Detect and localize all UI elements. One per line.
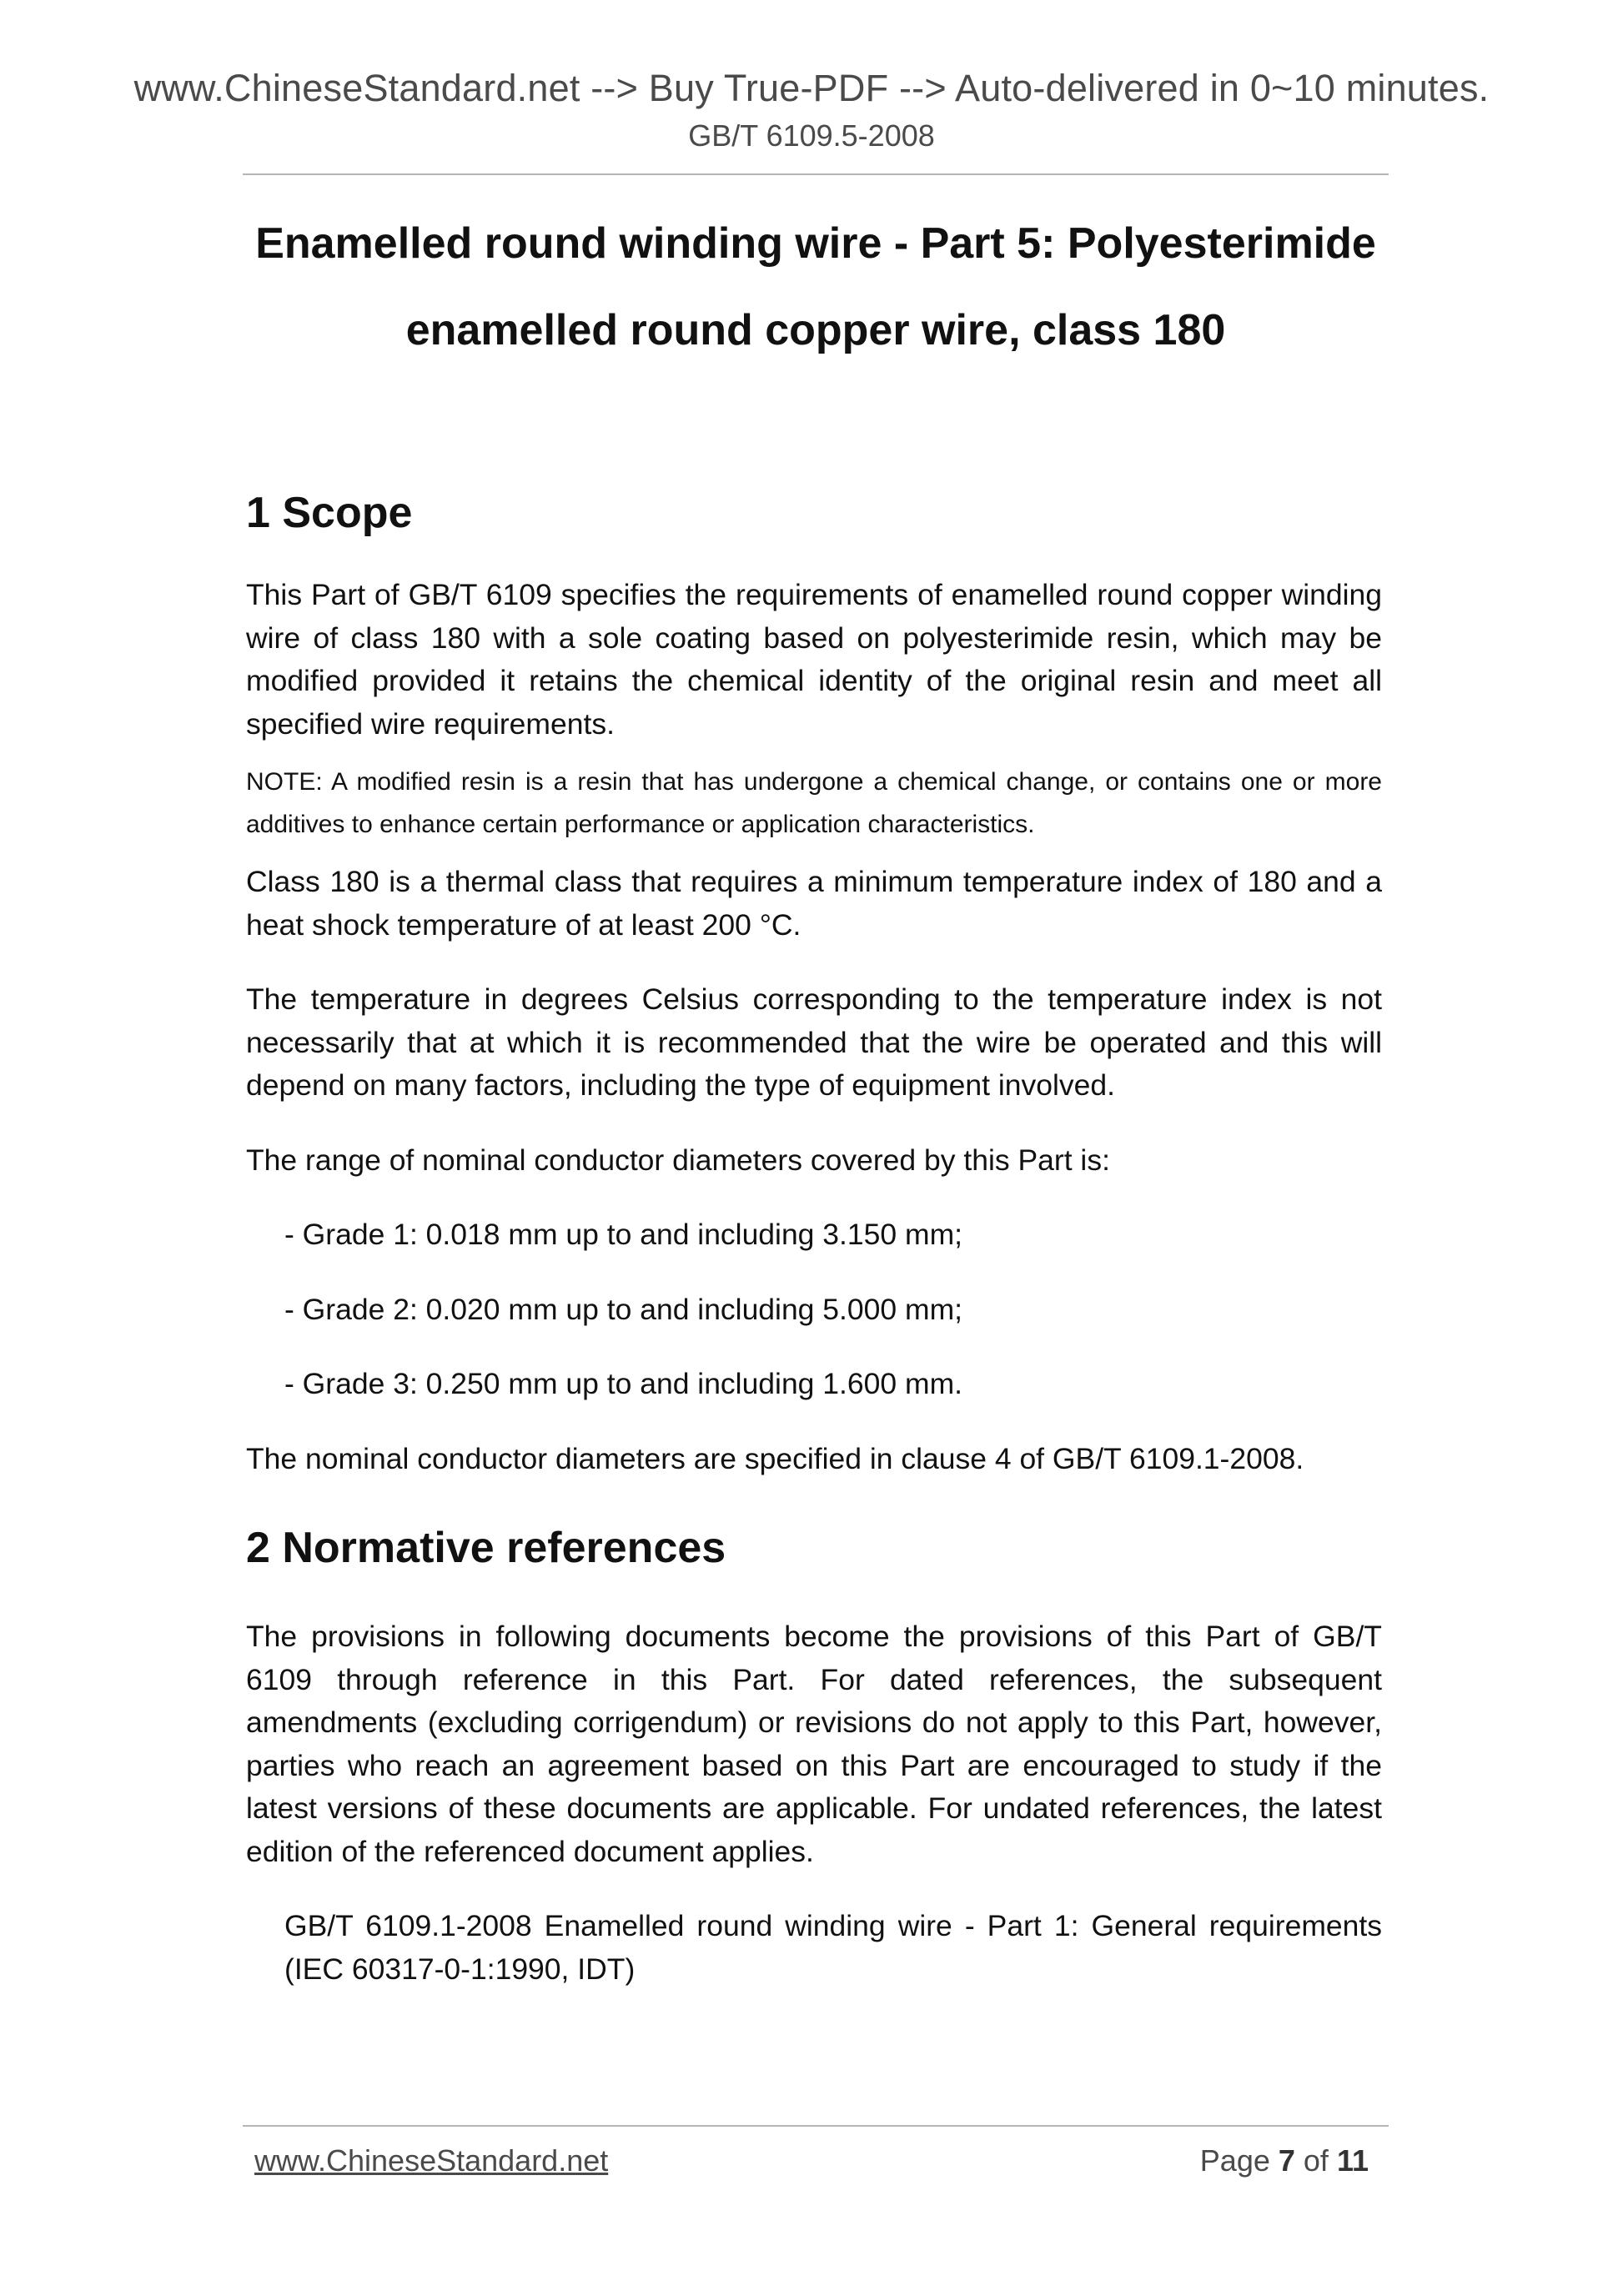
header-divider <box>243 173 1389 175</box>
scope-paragraph-4: The range of nominal conductor diameters covered by this Part is: <box>246 1143 1110 1177</box>
title-line-1: Enamelled round winding wire - Part 5: Polyesterimide <box>255 219 1376 268</box>
page-total: 11 <box>1336 2143 1369 2178</box>
grade-item-2: - Grade 2: 0.020 mm up to and including 5.000 mm; <box>284 1292 962 1326</box>
reference-item-1: GB/T 6109.1-2008 Enamelled round winding wire - Part 1: General requirements (IEC 60317-0-1:1990, IDT) <box>284 1909 1382 1986</box>
scope-paragraph-1: This Part of GB/T 6109 specifies the requirements of enamelled round copper winding wire of class 180 with a sole coating based on polyesterimide resin, which may be modified provided it retains the chemical identity of the original resin and meet all specified wire requirements. <box>246 578 1382 741</box>
page-current: 7 <box>1278 2143 1295 2178</box>
scope-paragraph-2: Class 180 is a thermal class that requires a minimum temperature index of 180 and a heat shock temperature of at least 200 °C. <box>246 865 1382 942</box>
scope-note: NOTE: A modified resin is a resin that has undergone a chemical change, or contains one or more additives to enhance certain performance or application characteristics. <box>246 768 1382 838</box>
scope-paragraph-5: The nominal conductor diameters are specified in clause 4 of GB/T 6109.1-2008. <box>246 1441 1304 1475</box>
footer-divider <box>243 2125 1389 2127</box>
grade-item-1: - Grade 1: 0.018 mm up to and including 3.150 mm; <box>284 1218 962 1251</box>
section-1-heading: 1 Scope <box>246 489 413 537</box>
header-doc-id: GB/T 6109.5-2008 <box>688 118 935 153</box>
footer-website-link[interactable]: www.ChineseStandard.net <box>254 2143 609 2178</box>
page-of: of <box>1294 2143 1337 2178</box>
grade-item-3: - Grade 3: 0.250 mm up to and including 1.600 mm. <box>284 1367 962 1400</box>
page-prefix: Page <box>1199 2143 1279 2178</box>
page-number <box>1200 2143 1369 2178</box>
section-2-heading: 2 Normative references <box>246 1524 726 1572</box>
document-body <box>246 484 1382 1991</box>
title-line-2: enamelled round copper wire, class 180 <box>405 306 1226 354</box>
scope-paragraph-3: The temperature in degrees Celsius corresponding to the temperature index is not necessarily that at which it is recommended that the wire be operated and this will depend on many factors, including the type of equipment involved. <box>246 982 1382 1102</box>
document-title <box>243 200 1389 374</box>
references-paragraph: The provisions in following documents become the provisions of this Part of GB/T 6109 through reference in this Part. For dated references, the subsequent amendments (excluding corrigendum) or revisions do not apply to this Part, however, parties who reach an agreement based on this Part are encouraged to study if the latest versions of these documents are applicable. For undated references, the latest edition of the referenced document applies. <box>246 1620 1382 1868</box>
header-banner: www.ChineseStandard.net --> Buy True-PDF --> Auto-delivered in 0~10 minutes. <box>133 67 1490 109</box>
